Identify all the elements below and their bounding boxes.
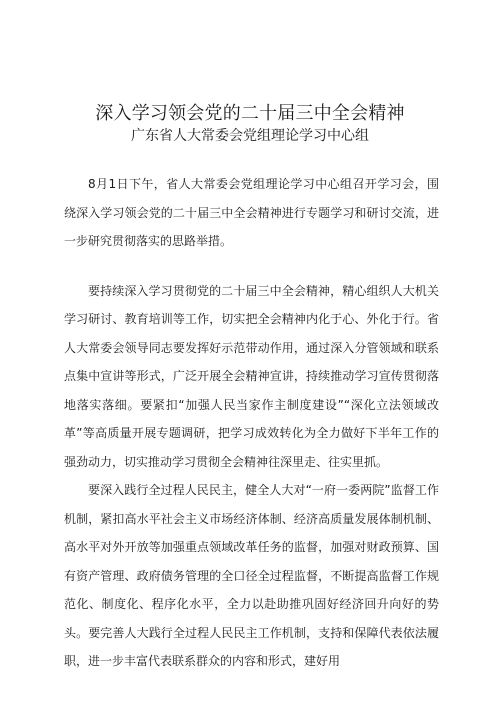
document-title: 深入学习领会党的二十届三中全会精神 [95,103,405,125]
paragraph: 要持续深入学习贯彻党的二十届三中全会精神，精心组织人大机关学习研讨、教育培训等工作，切实把全会精神内化于心、外化于行。省人大常委会领导同志要发挥好示范带动作用，通过深入分管领域和联系点集中宣讲等形式，广泛开展全会精神宣讲，持续推动学习宣传贯彻落地落实落细。要紧扣“加强人民当家作主制度建设”“深化立法领域改革”等高质量开展专题调研，把学习成效转化为全力做好下半年工作的强劲动力，切实推动学习贯彻全会精神往深里走、往实里抓。 [64,283,439,469]
document-body [64,170,439,676]
paragraph: 8月1日下午，省人大常委会党组理论学习中心组召开学习会，围绕深入学习领会党的二十届三中全会精神进行专题学习和研讨交流，进一步研究贯彻落实的思路举措。 [64,177,439,248]
paragraph: 要深入践行全过程人民民主，健全人大对“一府一委两院”监督工作机制，紧扣高水平社会主义市场经济体制、经济高质量发展体制机制、高水平对外开放等加强重点领域改革任务的监督，加强对财政预算、国有资产管理、政府债务管理的全口径全过程监督，不断提高监督工作规范化、制度化、程序化水平，全力以赴助推巩固好经济回升向好的势头。要完善人大践行全过程人民民主工作机制，支持和保障代表依法履职，进一步丰富代表联系群众的内容和形式，建好用 [64,483,439,668]
document-subtitle: 广东省人大常委会党组理论学习中心组 [131,128,369,144]
